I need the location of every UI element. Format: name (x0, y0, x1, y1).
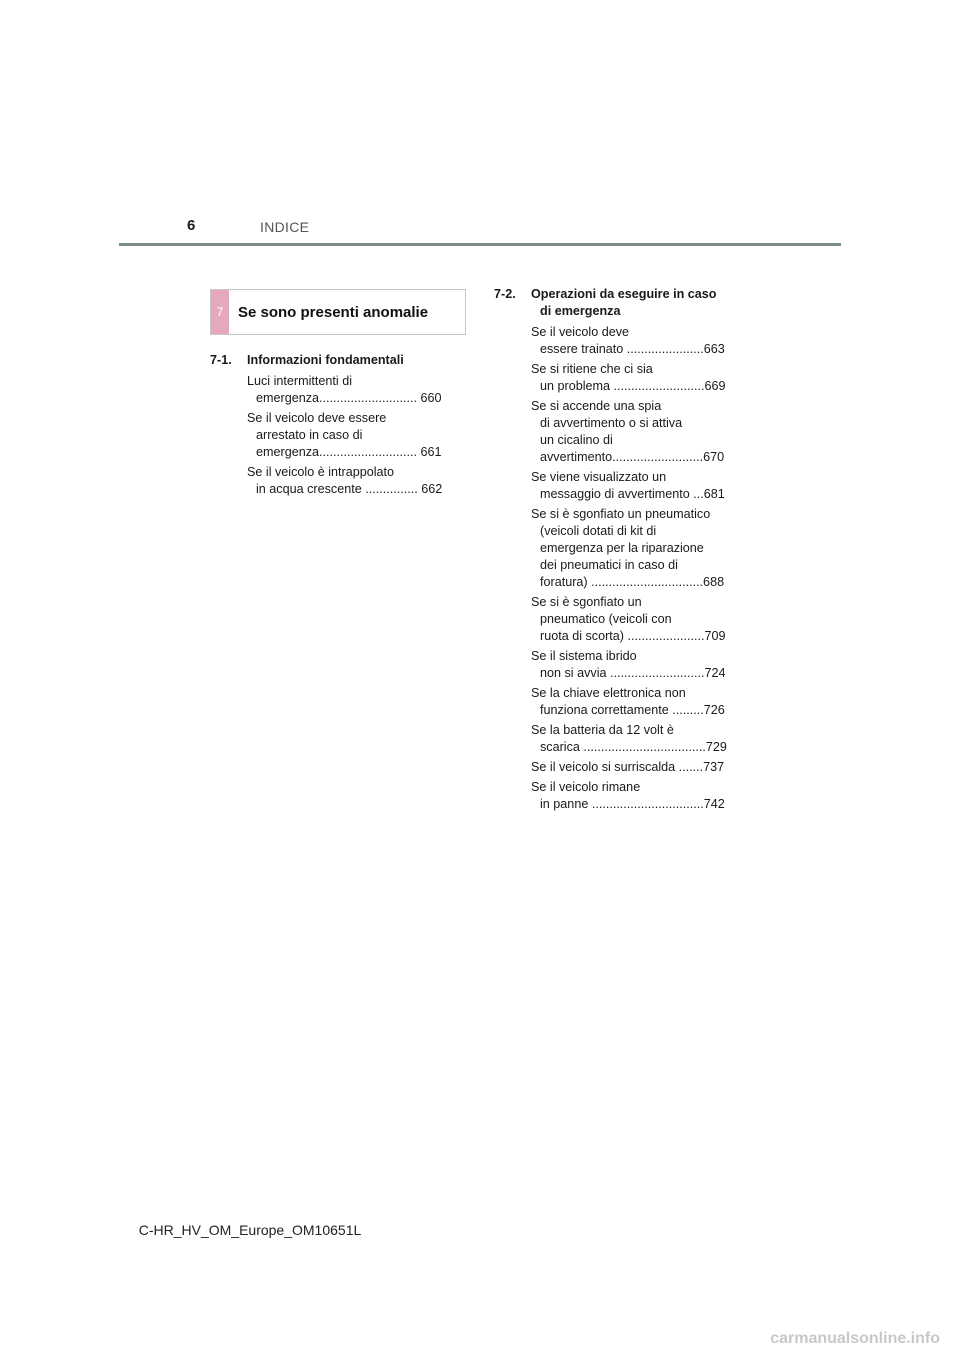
toc-entry-line: Se il veicolo deve (531, 325, 630, 339)
toc-entry-line: Se il sistema ibrido (531, 649, 637, 663)
toc-entry-line: Se la batteria da 12 volt è (531, 723, 674, 737)
chapter-number-tab: 7 (211, 290, 229, 334)
toc-entry[interactable] (531, 648, 744, 682)
toc-entry-line: in acqua crescente ............... 662 (256, 482, 443, 496)
toc-entry-line: Se si è sgonfiato un pneumatico (531, 507, 711, 521)
toc-entry-line: Se il veicolo deve essere (247, 411, 387, 425)
chapter-heading-box (210, 289, 466, 335)
toc-entry-line: emergenza............................ 661 (256, 445, 442, 459)
toc-entry-line: Se si è sgonfiato un (531, 595, 642, 609)
toc-entry-line: di avvertimento o si attiva (540, 416, 683, 430)
toc-entry[interactable] (531, 685, 744, 719)
toc-entry[interactable] (531, 722, 744, 756)
toc-entry-line: un problema ..........................669 (540, 379, 726, 393)
toc-column-right (494, 286, 744, 816)
toc-entry[interactable] (531, 594, 744, 645)
section-title-line: Operazioni da eseguire in caso (531, 287, 717, 301)
toc-entry-line: Se viene visualizzato un (531, 470, 667, 484)
chapter-title: Se sono presenti anomalie (238, 303, 429, 321)
toc-entry-line: non si avvia ...........................724 (540, 666, 726, 680)
toc-entry-line: avvertimento..........................670 (540, 450, 725, 464)
section-title (247, 352, 460, 369)
toc-entry[interactable] (531, 506, 744, 591)
toc-entry[interactable] (247, 410, 460, 461)
header-rule (119, 243, 841, 246)
toc-entry-line: (veicoli dotati di kit di (540, 524, 657, 538)
watermark: carmanualsonline.info (770, 1330, 940, 1347)
page-number: 6 (187, 217, 196, 234)
toc-column-left (210, 352, 460, 501)
toc-entry-line: Se si ritiene che ci sia (531, 362, 653, 376)
toc-entry-line: arrestato in caso di (256, 428, 363, 442)
toc-entry-line: messaggio di avvertimento ...681 (540, 487, 725, 501)
section-title-line: di emergenza (540, 304, 621, 318)
toc-entry[interactable] (531, 469, 744, 503)
toc-entry-line: emergenza per la riparazione (540, 541, 704, 555)
toc-entry[interactable] (531, 398, 744, 466)
toc-entry-line: Se la chiave elettronica non (531, 686, 686, 700)
toc-entry[interactable] (531, 361, 744, 395)
toc-entry-line: Luci intermittenti di (247, 374, 352, 388)
toc-entry-line: ruota di scorta) ......................709 (540, 629, 726, 643)
toc-entry-line: Se si accende una spia (531, 399, 662, 413)
section-title-line: Informazioni fondamentali (247, 353, 404, 367)
toc-entry-line: Se il veicolo si surriscalda .......737 (531, 760, 725, 774)
section-number: 7-2. (494, 287, 516, 301)
section-heading (494, 286, 744, 320)
toc-entry[interactable] (531, 324, 744, 358)
toc-entry[interactable] (247, 464, 460, 498)
toc-entry-line: scarica ...................................729 (540, 740, 727, 754)
toc-entry-line: essere trainato ......................663 (540, 342, 725, 356)
section-number: 7-1. (210, 353, 232, 367)
toc-entry[interactable] (531, 759, 744, 776)
toc-entry-line: pneumatico (veicoli con (540, 612, 672, 626)
toc-entry-line: foratura) ................................688 (540, 575, 725, 589)
section-title (531, 286, 744, 320)
toc-entry-line: funziona correttamente .........726 (540, 703, 725, 717)
toc-entry-line: Se il veicolo è intrappolato (247, 465, 395, 479)
section-heading (210, 352, 460, 369)
toc-entry[interactable] (531, 779, 744, 813)
toc-entry-line: Se il veicolo rimane (531, 780, 641, 794)
toc-entry[interactable] (247, 373, 460, 407)
footer (0, 1222, 960, 1238)
toc-entry-line: emergenza............................ 660 (256, 391, 442, 405)
toc-entry-line: un cicalino di (540, 433, 613, 447)
running-head: INDICE (260, 219, 310, 235)
document-code: C-HR_HV_OM_Europe_OM10651L (138, 1222, 362, 1238)
toc-entry-line: dei pneumatici in caso di (540, 558, 678, 572)
toc-entry-line: in panne ................................742 (540, 797, 725, 811)
